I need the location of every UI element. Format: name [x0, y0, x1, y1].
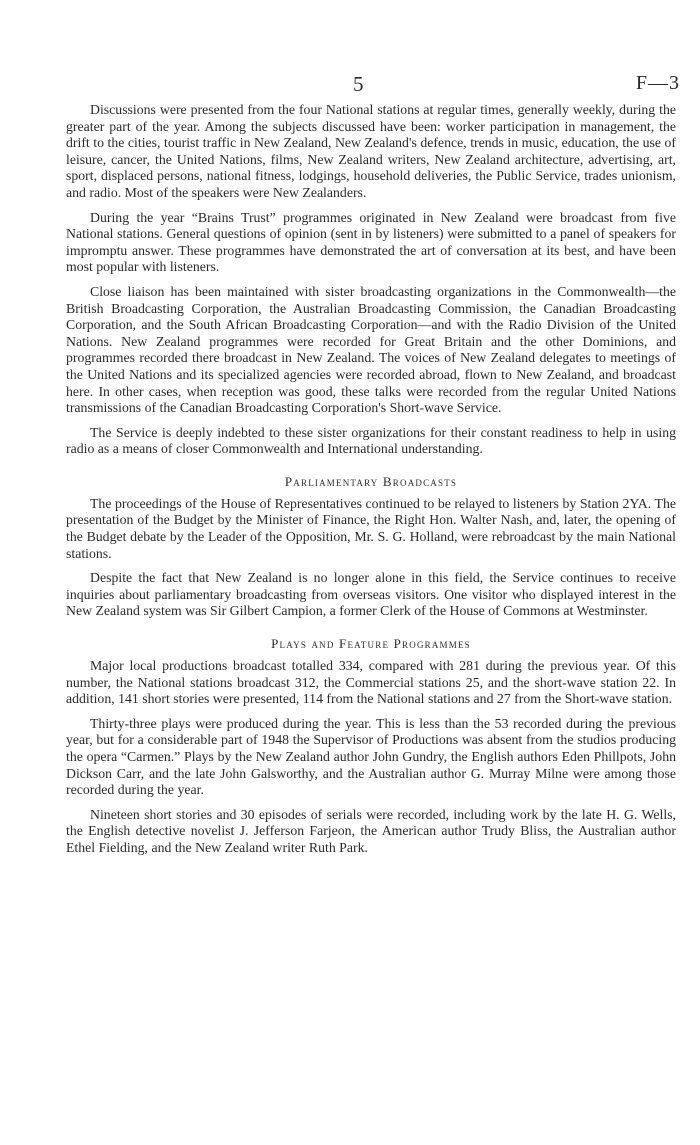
- page-number: 5: [353, 72, 364, 96]
- document-reference: F—3: [635, 72, 680, 94]
- paragraph-proceedings: The proceedings of the House of Representatives continued to be relayed to listeners by Station 2YA. The presentation of the Budget by the Minister of Finance, the Right Hon. Walter Nash, and, later, the opening of the Budget debate by the Leader of the Opposition, Mr. S. G. Holland, were rebroadcast by the main National stations.: [66, 495, 676, 561]
- body-text: [66, 102, 676, 865]
- paragraph-plays: Thirty-three plays were produced during the year. This is less than the 53 recorded during the previous year, but for a considerable part of 1948 the Supervisor of Productions was absent from the studios producing the opera “Carmen.” Plays by the New Zealand author John Gundry, the English authors Eden Phillpots, John Dickson Carr, and the late John Galsworthy, and the Australian author G. Murray Milne were among those recorded during the year.: [66, 715, 676, 798]
- page-header: [66, 72, 680, 96]
- paragraph-discussions: Discussions were presented from the four National stations at regular times, generally weekly, during the greater part of the year. Among the subjects discussed have been: worker participation in management, the drift to the cities, tourist traffic in New Zealand, New Zealand's defence, trends in music, education, the use of leisure, cancer, the United Nations, films, New Zealand writers, New Zealand architecture, advertising, art, sport, displaced persons, national fitness, lodgings, household deliveries, the Public Service, trades unionism, and radio. Most of the speakers were New Zealanders.: [66, 102, 676, 200]
- section-heading-parliamentary: Parliamentary Broadcasts: [284, 473, 458, 489]
- paragraph-productions: Major local productions broadcast totalled 334, compared with 281 during the previous year. Of this number, the National stations broadcast 312, the Commercial stations 25, and the short-wave station 22. In addition, 141 short stories were presented, 114 from the National stations and 27 from the Short-wave station.: [66, 658, 676, 707]
- paragraph-indebted: The Service is deeply indebted to these sister organizations for their constant readiness to help in using radio as a means of closer Commonwealth and International understanding.: [66, 424, 676, 457]
- paragraph-short-stories: Nineteen short stories and 30 episodes of serials were recorded, including work by the late H. G. Wells, the English detective novelist J. Jefferson Farjeon, the American author Trudy Bliss, the Australian author Ethel Fielding, and the New Zealand writer Ruth Park.: [66, 806, 676, 855]
- section-heading-plays: Plays and Feature Programmes: [271, 636, 471, 652]
- paragraph-liaison: Close liaison has been maintained with sister broadcasting organizations in the Commonwealth—the British Broadcasting Corporation, the Australian Broadcasting Commission, the Canadian Broadcasting Corporation, and the South African Broadcasting Corporation—and with the Radio Division of the United Nations. New Zealand programmes were recorded for Great Britain and the other Dominions, and programmes recorded there broadcast in New Zealand. The voices of New Zealand delegates to meetings of the United Nations and its specialized agencies were recorded abroad, flown to New Zealand, and broadcast here. In other cases, when reception was good, these talks were recorded from the regular United Nations transmissions of the Canadian Broadcasting Corporation's Short-wave Service.: [66, 283, 676, 416]
- paragraph-brains-trust: During the year “Brains Trust” programmes originated in New Zealand were broadcast from five National stations. General questions of opinion (sent in by listeners) were submitted to a panel of speakers for impromptu answer. These programmes have demonstrated the art of conversation at its best, and have been most popular with listeners.: [66, 209, 676, 275]
- paragraph-inquiries: Despite the fact that New Zealand is no longer alone in this field, the Service continues to receive inquiries about parliamentary broadcasting from overseas visitors. One visitor who displayed interest in the New Zealand system was Sir Gilbert Campion, a former Clerk of the House of Commons at Westminster.: [66, 570, 676, 619]
